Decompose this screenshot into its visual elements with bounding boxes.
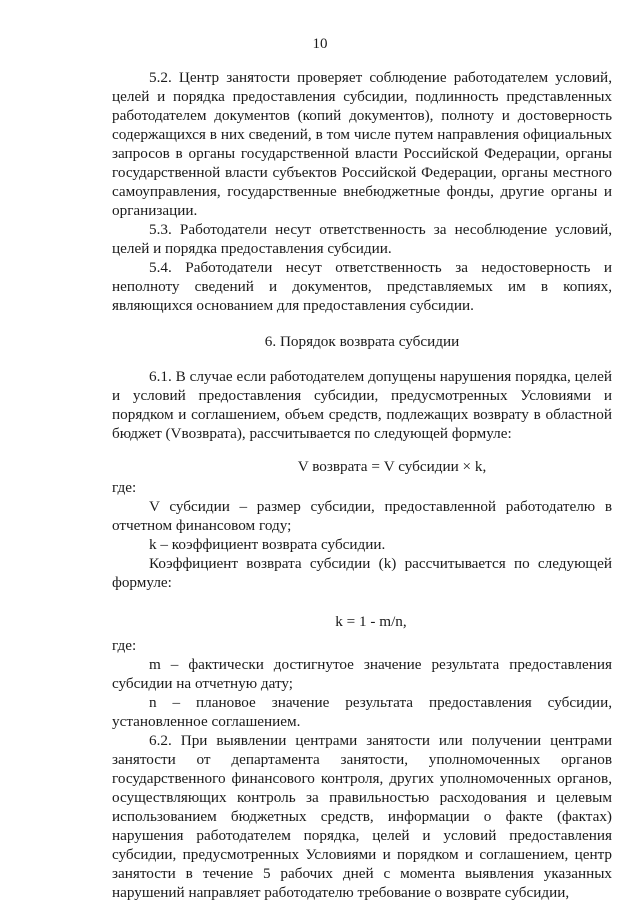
paragraph-6-1: 6.1. В случае если работодателем допущены нарушения порядка, целей и условий предоставления субсидии, предусмотренных Условиями и порядком и соглашением, объем средств, подлежащих возврату в областной бюджет (Vвозврата), рассчитывается по следующей формуле: <box>112 368 612 442</box>
formula-return-volume: V возврата = V субсидии × k, <box>297 458 487 475</box>
definition-k: k – коэффициент возврата субсидии. <box>149 536 386 553</box>
section-6-title: 6. Порядок возврата субсидии <box>264 333 460 350</box>
paragraph-5-2: 5.2. Центр занятости проверяет соблюдение работодателем условий, целей и порядка предоставления субсидии, подлинность представленных работодателем документов (копий документов), полноту и достоверность содержащихся в них сведений, в том числе путем направления официальных запросов в органы государственной власти Российской Федерации, органы государственной власти субъектов Российской Федерации, органы местного самоуправления, государственные внебюджетные фонды, другие органы и организации. <box>112 69 612 219</box>
where-label-1: где: <box>112 479 137 496</box>
page-number: 10 <box>312 36 328 52</box>
definition-v-subsidy: V субсидии – размер субсидии, предоставленной работодателю в отчетном финансовом году; <box>112 498 612 534</box>
document-body <box>112 68 612 902</box>
paragraph-coefficient: Коэффициент возврата субсидии (k) рассчитывается по следующей формуле: <box>112 555 612 591</box>
formula-coefficient: k = 1 - m/n, <box>335 613 407 630</box>
paragraph-5-4: 5.4. Работодатели несут ответственность за недостоверность и неполноту сведений и документов, представляемых им в копиях, являющихся основанием для предоставления субсидии. <box>112 259 612 314</box>
definition-m: m – фактически достигнутое значение результата предоставления субсидии на отчетную дату; <box>112 656 612 692</box>
paragraph-5-3: 5.3. Работодатели несут ответственность за несоблюдение условий, целей и порядка предоставления субсидии. <box>112 221 612 257</box>
where-label-2: где: <box>112 637 137 654</box>
paragraph-6-2: 6.2. При выявлении центрами занятости или получении центрами занятости от департамента занятости, уполномоченных органов государственного финансового контроля, других уполномоченных органов, осуществляющих контроль за правильностью расходования и целевым использованием бюджетных средств, информации о факте (фактах) нарушения работодателем порядка, целей и условий предоставления субсидии, предусмотренных Условиями и порядком и соглашением, центр занятости в течение 5 рабочих дней с момента выявления указанных нарушений направляет работодателю требование о возврате субсидии, <box>112 732 612 901</box>
definition-n: n – плановое значение результата предоставления субсидии, установленное соглашением. <box>112 694 612 730</box>
